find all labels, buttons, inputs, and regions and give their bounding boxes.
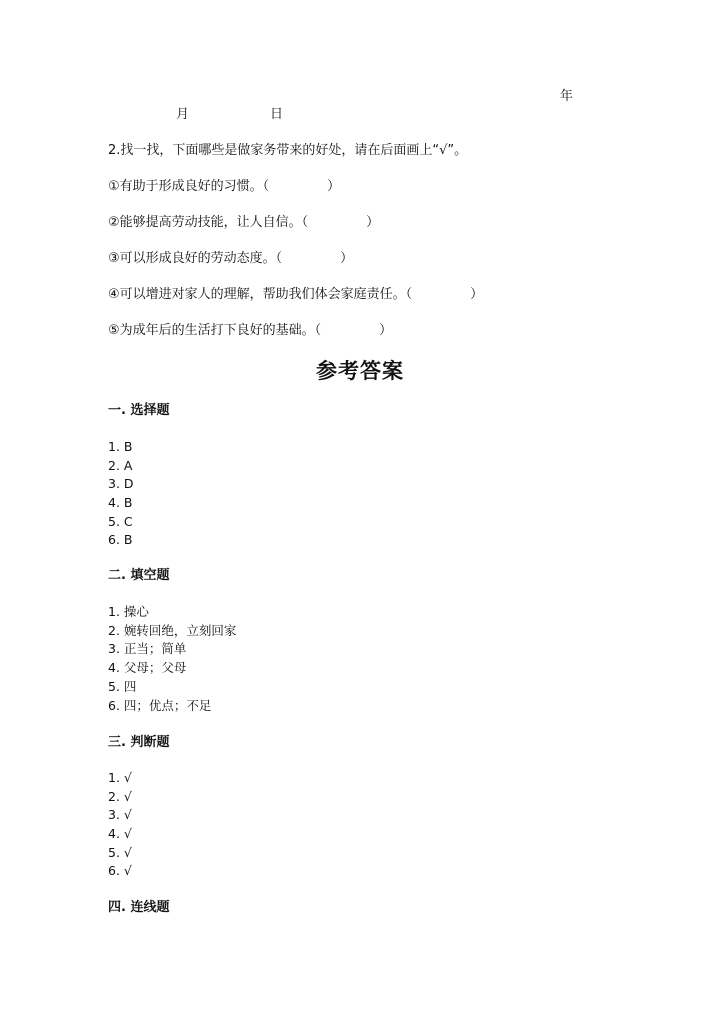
day-label: 日 [270, 107, 284, 122]
answer-item: 2. 婉转回绝，立刻回家 [108, 623, 237, 638]
answer-item: 1. 操心 [108, 604, 149, 619]
answer-item: 4. 父母；父母 [108, 660, 187, 675]
question-item-text: ④可以增进对家人的理解，帮助我们体会家庭责任。（ [108, 287, 413, 302]
question-item-close: ） [379, 323, 393, 338]
answer-item: 2. A [108, 458, 133, 473]
answer-item: 6. √ [108, 863, 132, 878]
answer-item: 5. √ [108, 845, 132, 860]
question-item [108, 214, 379, 232]
answer-item: 2. √ [108, 789, 132, 804]
answer-item: 4. √ [108, 826, 132, 841]
section-title-true-false: 三. 判断题 [108, 735, 170, 750]
section-title-matching: 四. 连线题 [108, 900, 170, 915]
question-item [108, 178, 340, 196]
question-item-close: ） [366, 215, 380, 230]
question-item-close: ） [470, 287, 484, 302]
question-item-text: ②能够提高劳动技能，让人自信。（ [108, 215, 309, 230]
question-item [108, 250, 353, 268]
question-title: 2.找一找，下面哪些是做家务带来的好处，请在后面画上“√”。 [108, 143, 468, 158]
answer-key-heading: 参考答案 [316, 358, 404, 383]
answer-item: 3. 正当；简单 [108, 641, 187, 656]
answer-item: 6. B [108, 532, 133, 547]
year-label: 年 [560, 89, 574, 104]
question-item-text: ⑤为成年后的生活打下良好的基础。（ [108, 323, 322, 338]
answer-item: 5. 四 [108, 679, 137, 694]
question-item-close: ） [340, 251, 354, 266]
answer-item: 3. D [108, 476, 134, 491]
question-item-close: ） [327, 179, 341, 194]
section-title-choice: 一. 选择题 [108, 403, 170, 418]
answer-item: 4. B [108, 495, 133, 510]
question-item [108, 286, 483, 304]
answer-item: 3. √ [108, 807, 132, 822]
answer-item: 1. √ [108, 770, 132, 785]
answer-item: 5. C [108, 514, 133, 529]
section-title-fill-blank: 二. 填空题 [108, 568, 170, 583]
question-item [108, 322, 392, 340]
question-item-text: ①有助于形成良好的习惯。（ [108, 179, 270, 194]
answer-item: 1. B [108, 439, 133, 454]
question-item-text: ③可以形成良好的劳动态度。（ [108, 251, 283, 266]
month-label: 月 [176, 107, 190, 122]
answer-item: 6. 四；优点；不足 [108, 698, 212, 713]
